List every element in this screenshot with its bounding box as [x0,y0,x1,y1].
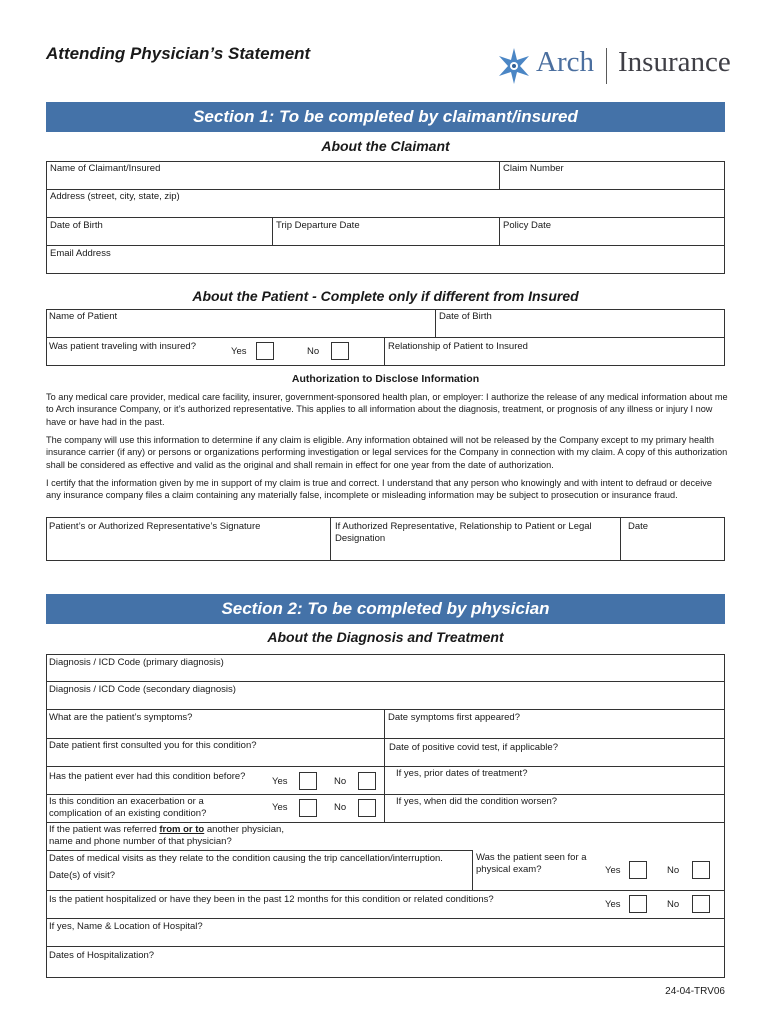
arch-star-icon [496,46,532,86]
hospital-dates-label: Dates of Hospitalization? [49,950,155,961]
symptoms-label: What are the patient’s symptoms? [49,712,193,723]
hospitalized-no-label: No [667,899,680,910]
authorization-paragraph-2: The company will use this information to determine if any claim is eligible. Any information obtained will not be released by the Company except to my primary health insurance carrier (if any) or persons or organizations performing investigation or legal services for the Company in connection with my claim. A copy of this authorization shall be considered as effective and valid as the original and shall remain in effect for one year from the date of authorization. [46,435,728,470]
traveling-no-checkbox[interactable] [331,342,349,360]
physical-exam-question: Was the patient seen for a physical exam? [476,852,587,875]
traveling-yes-checkbox[interactable] [256,342,274,360]
traveling-no-label: No [307,346,320,357]
logo-text-insurance: Insurance [618,46,731,78]
traveling-question: Was patient traveling with insured? [49,341,196,352]
had-before-no-checkbox[interactable] [358,772,376,790]
divider [46,890,725,891]
first-consulted-label: Date patient first consulted you for this condition? [49,740,257,751]
authorization-heading: Authorization to Disclose Information [291,373,480,385]
visits-label: Dates of medical visits as they relate to the condition causing the trip cancellation/interruption. [49,853,443,864]
exacerbation-no-checkbox[interactable] [358,799,376,817]
symptoms-date-label: Date symptoms first appeared? [388,712,521,723]
hospitalized-no-checkbox[interactable] [692,895,710,913]
referred-emphasis: from or to [159,824,205,835]
prior-dates-label: If yes, prior dates of treatment? [396,768,528,779]
section-2-banner: Section 2: To be completed by physician [46,594,725,624]
exacerbation-yes-checkbox[interactable] [299,799,317,817]
physical-exam-no-label: No [667,865,680,876]
logo-text-arch: Arch [536,46,594,78]
hospitalized-question: Is the patient hospitalized or have they been in the past 12 months for this condition or related conditions? [49,894,494,905]
authorization-paragraph-1: To any medical care provider, medical care facility, insurer, government-sponsored health plan, or employer: I authorize the release of any medical information about me to Arch insurance Company, or it’s authorized representative. This applies to all information about the diagnosis, treatment, or prognosis of any illness or injury I now have or have had in the past. [46,392,728,427]
policy-date-label: Policy Date [503,220,552,231]
referred-question [49,824,284,836]
email-label: Email Address [50,248,111,259]
referred-text-start: If the patient was referred [49,824,160,835]
had-before-yes-label: Yes [272,776,288,787]
claim-number-label: Claim Number [503,163,564,174]
visit-dates-label: Date(s) of visit? [49,870,115,881]
physical-exam-yes-checkbox[interactable] [629,861,647,879]
address-label: Address (street, city, state, zip) [50,191,180,202]
legal-designation-label: If Authorized Representative, Relationship to Patient or Legal Designation [335,521,592,544]
about-claimant-heading: About the Claimant [321,138,450,154]
claimant-name-label: Name of Claimant/Insured [50,163,161,174]
had-before-no-label: No [334,776,347,787]
patient-dob-label: Date of Birth [439,311,492,322]
hospital-location-label: If yes, Name & Location of Hospital? [49,921,203,932]
section-1-banner: Section 1: To be completed by claimant/insured [46,102,725,132]
about-patient-heading: About the Patient - Complete only if different from Insured [192,288,579,304]
exacerbation-question: Is this condition an exacerbation or a complication of an existing condition? [49,796,207,819]
divider [472,850,473,890]
primary-diagnosis-label: Diagnosis / ICD Code (primary diagnosis) [49,657,224,668]
referred-question-line-2: name and phone number of that physician? [49,836,232,847]
email-field[interactable] [47,246,724,273]
covid-test-label: Date of positive covid test, if applicable? [389,742,558,753]
authorization-paragraph-3: I certify that the information given by me in support of my claim is true and correct. I understand that any person who knowingly and with intent to defraud or deceive any insurance company files a claim containing any materially false, incomplete or misleading information may be subject to prosecution or insurance fraud. [46,478,712,501]
signature-date-label: Date [628,521,649,532]
divider [46,850,472,851]
referred-text-end: another physician, [204,824,284,835]
worsen-label: If yes, when did the condition worsen? [396,796,558,807]
secondary-diagnosis-label: Diagnosis / ICD Code (secondary diagnosis) [49,684,236,695]
hospitalized-yes-label: Yes [605,899,621,910]
exacerbation-no-label: No [334,802,347,813]
signature-label: Patient’s or Authorized Representative’s Signature [49,521,261,532]
form-code: 24-04-TRV06 [665,986,725,997]
had-before-question: Has the patient ever had this condition before? [49,771,246,782]
arch-insurance-logo [496,44,731,88]
physical-exam-yes-label: Yes [605,865,621,876]
relationship-label: Relationship of Patient to Insured [388,341,528,352]
diagnosis-heading: About the Diagnosis and Treatment [267,629,504,645]
hospitalized-yes-checkbox[interactable] [629,895,647,913]
exacerbation-yes-label: Yes [272,802,288,813]
logo-divider [606,48,607,84]
physical-exam-no-checkbox[interactable] [692,861,710,879]
had-before-yes-checkbox[interactable] [299,772,317,790]
patient-name-label: Name of Patient [49,311,118,322]
claimant-dob-label: Date of Birth [50,220,103,231]
traveling-yes-label: Yes [231,346,247,357]
trip-departure-label: Trip Departure Date [276,220,360,231]
document-title: Attending Physician’s Statement [46,44,311,63]
